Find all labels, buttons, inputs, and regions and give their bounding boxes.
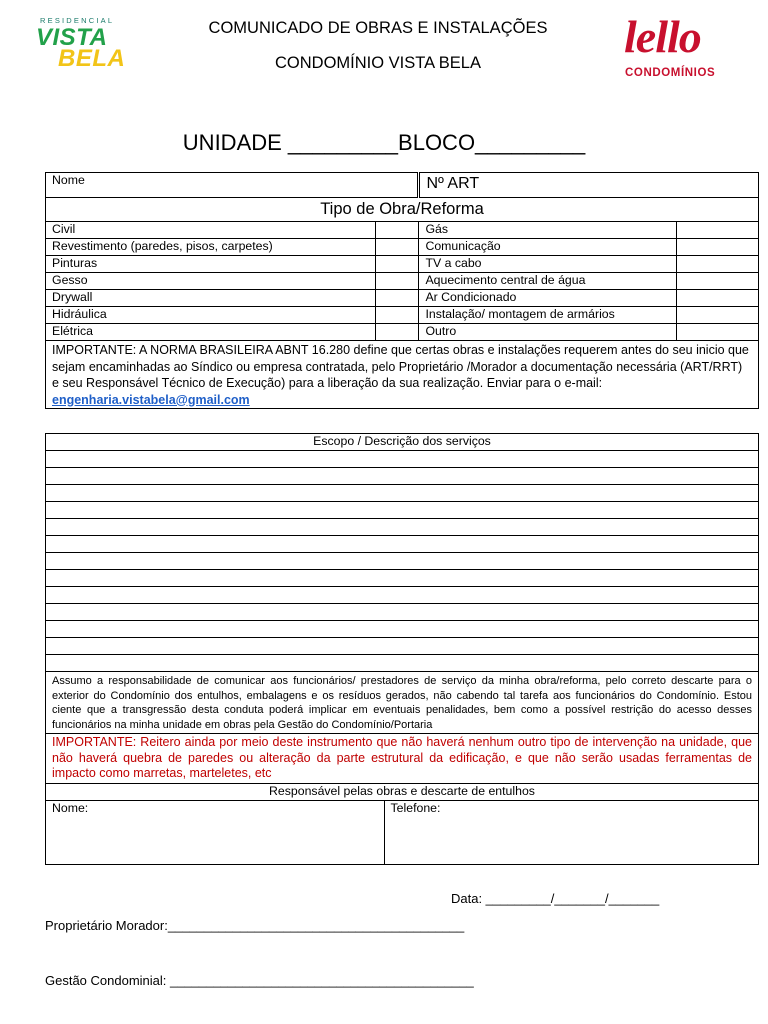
work-type-checkbox[interactable] [375, 222, 419, 239]
work-type-label: Ar Condicionado [419, 290, 677, 307]
scope-line[interactable] [46, 655, 759, 672]
work-type-checkbox[interactable] [375, 239, 419, 256]
scope-line[interactable] [46, 570, 759, 587]
work-type-label: Elétrica [46, 324, 376, 341]
email-link[interactable]: engenharia.vistabela@gmail.com [52, 392, 250, 407]
work-type-checkbox[interactable] [677, 324, 759, 341]
scope-line[interactable] [46, 451, 759, 468]
scope-line[interactable] [46, 536, 759, 553]
work-type-label: Revestimento (paredes, pisos, carpetes) [46, 239, 376, 256]
work-type-checkbox[interactable] [677, 256, 759, 273]
work-type-checkbox[interactable] [677, 290, 759, 307]
logo-small-text: RESIDENCIAL [40, 16, 115, 25]
vista-bela-logo [24, 16, 139, 74]
work-type-label: Drywall [46, 290, 376, 307]
work-type-label: Gesso [46, 273, 376, 290]
important-notice-text: IMPORTANTE: A NORMA BRASILEIRA ABNT 16.280 define que certas obras e instalações requerem antes do seu inicio que sejam encaminhadas ao Síndico ou empresa contratada, pelo Proprietário /Morador a documentação necessária (ART/RRT) e seu Responsável Técnico de Execução) para a liberação da sua realização. Enviar para o e-mail: [52, 343, 749, 390]
work-type-label: TV a cabo [419, 256, 677, 273]
lello-brand-text: lello [624, 11, 701, 62]
work-type-checkbox[interactable] [677, 307, 759, 324]
scope-line[interactable] [46, 485, 759, 502]
owner-signature-field[interactable]: Proprietário Morador:_________________________________________ [45, 918, 465, 933]
scope-line[interactable] [46, 587, 759, 604]
unit-block-line: UNIDADE _________BLOCO_________ [182, 130, 586, 155]
work-type-checkbox[interactable] [677, 273, 759, 290]
header-title-line2: CONDOMÍNIO VISTA BELA [275, 54, 481, 72]
lello-sub-text: CONDOMÍNIOS [625, 67, 716, 79]
work-type-checkbox[interactable] [375, 256, 419, 273]
work-type-label: Pinturas [46, 256, 376, 273]
work-type-table [45, 172, 759, 409]
scope-line[interactable] [46, 468, 759, 485]
important-notice [46, 341, 759, 409]
scope-title: Escopo / Descrição dos serviços [46, 434, 759, 451]
work-type-checkbox[interactable] [375, 324, 419, 341]
scope-line[interactable] [46, 638, 759, 655]
work-type-label: Comunicação [419, 239, 677, 256]
work-type-checkbox[interactable] [375, 290, 419, 307]
work-type-label: Aquecimento central de água [419, 273, 677, 290]
responsible-name-field[interactable]: Nome: [46, 801, 385, 865]
work-type-label: Instalação/ montagem de armários [419, 307, 677, 324]
work-type-checkbox[interactable] [677, 239, 759, 256]
date-field[interactable]: Data: _________/_______/_______ [451, 891, 660, 906]
scope-line[interactable] [46, 553, 759, 570]
art-field[interactable]: Nº ART [419, 173, 759, 198]
logo-vista-text: VISTA [36, 24, 108, 51]
responsibility-statement: Assumo a responsabilidade de comunicar aos funcionários/ prestadores de serviço da minha obra/reforma, pelo correto descarte para o exterior do Condomínio dos entulhos, embalagens e os resíduos gerados, não cabendo tal tarefa aos funcionários do Condomínio. Estou ciente que a transgressão desta conduta poderá implicar em eventuais penalidades, bem como a possível restrição do acesso desses funcionários na minha unidade em obras pela Gestão do Condomínio/Portaria [46, 672, 759, 734]
scope-line[interactable] [46, 604, 759, 621]
important-red-notice: IMPORTANTE: Reitero ainda por meio deste instrumento que não haverá nenhum outro tipo de intervenção na unidade, que não haverá quebra de paredes ou alteração da parte estrutural da edificação, e que não serão usadas ferramentas de impacto como marretas, marteletes, etc [46, 734, 759, 784]
work-type-checkbox[interactable] [375, 273, 419, 290]
work-type-label: Gás [419, 222, 677, 239]
scope-line[interactable] [46, 519, 759, 536]
name-field[interactable]: Nome [46, 173, 419, 198]
lello-logo [620, 11, 730, 82]
work-type-checkbox[interactable] [677, 222, 759, 239]
scope-line[interactable] [46, 502, 759, 519]
work-type-label: Hidráulica [46, 307, 376, 324]
responsible-phone-field[interactable]: Telefone: [384, 801, 758, 865]
work-type-label: Outro [419, 324, 677, 341]
work-type-label: Civil [46, 222, 376, 239]
responsible-title: Responsável pelas obras e descarte de entulhos [46, 784, 759, 801]
management-signature-field[interactable]: Gestão Condominial: __________________________________________ [45, 973, 474, 988]
logo-bela-text: BELA [58, 45, 126, 72]
header-title-line1: COMUNICADO DE OBRAS E INSTALAÇÕES [208, 19, 548, 37]
scope-table [45, 433, 759, 865]
work-type-checkbox[interactable] [375, 307, 419, 324]
scope-line[interactable] [46, 621, 759, 638]
work-type-title: Tipo de Obra/Reforma [46, 198, 759, 222]
